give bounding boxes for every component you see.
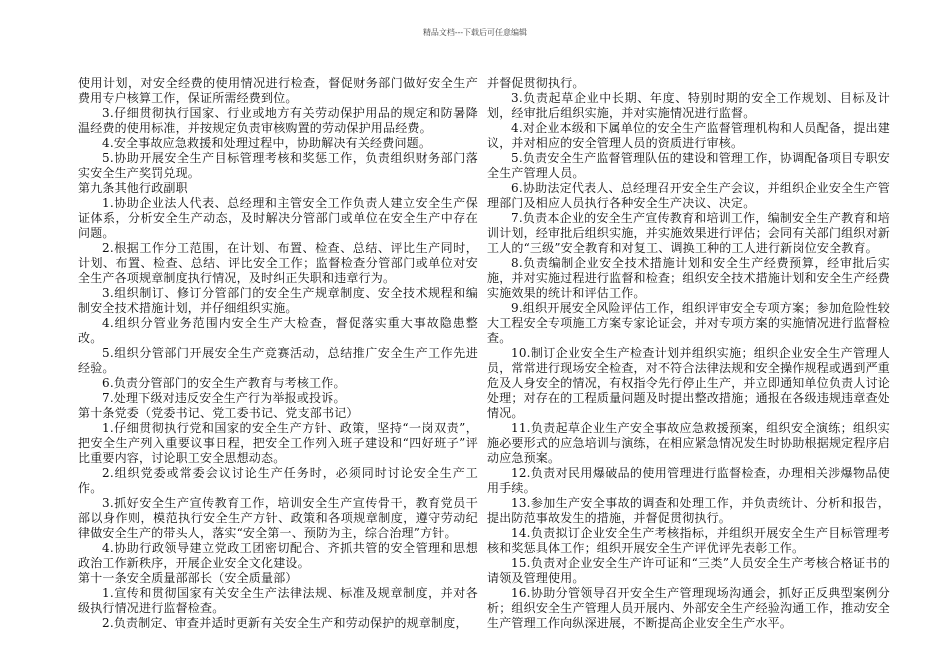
paragraph: 4.协助行政领导建立党政工团密切配合、齐抓共管的安全管理和思想政治工作新秩序，开展企业安全文化建设。 — [78, 541, 478, 570]
paragraph: 2.负责制定、审查并适时更新有关安全生产和劳动保护的规章制度， — [102, 616, 468, 630]
paragraph: 3.负责起草企业中长期、年度、特别时期的安全工作规划、目标及计划，经审批后组织实施，并对实施情况进行监督。 — [487, 91, 890, 120]
left-column — [78, 76, 478, 631]
paragraph: 16.协助分管领导召开安全生产管理现场沟通会，抓好正反典型案例分析；组织安全生产管理人员开展内、外部安全生产经验沟通工作，推动安全生产管理工作向纵深进展，不断提高企业安全生产水平。 — [487, 586, 890, 630]
paragraph: 5.协助开展安全生产目标管理考核和奖惩工作，负责组织财务部门落实安全生产奖罚兑现。 — [78, 151, 478, 180]
paragraph: 6.负责分管部门的安全生产教育与考核工作。 — [102, 376, 346, 390]
paragraph: 14.负责拟订企业安全生产考核指标，并组织开展安全生产目标管理考核和奖惩具体工作；组织开展安全生产评优评先表彰工作。 — [487, 526, 890, 555]
right-column — [487, 76, 890, 631]
paragraph: 6.协助法定代表人、总经理召开安全生产会议，并组织企业安全生产管理部门及相应人员执行各种安全生产决议、决定。 — [487, 181, 890, 210]
paragraph: 2.组织党委或常委会议讨论生产任务时，必须同时讨论安全生产工作。 — [78, 466, 478, 495]
paragraph: 5.组织分管部门开展安全生产竞赛活动，总结推广安全生产工作先进经验。 — [78, 346, 478, 375]
paragraph: 10.制订企业安全生产检查计划并组织实施；组织企业安全生产管理人员，常常进行现场安全检查，对不符合法律法规和安全操作规程或遇到严重危及人身安全的情况，有权指令先行停止生产，并立即通知单位负责人讨论处理；对存在的工程质量问题及时提出整改措施；通报在各级违规违章查处情况。 — [487, 346, 890, 420]
paragraph: 15.负责对企业安全生产许可证和“三类”人员安全生产考核合格证书的请领及管理使用。 — [487, 556, 890, 585]
paragraph: 3.抓好安全生产宣传教育工作，培训安全生产宣传骨干，教育党员干部以身作则，模范执行安全生产方针、政策和各项规章制度，遵守劳动纪律做安全生产的带头人，落实“安全第一、预防为主，综合治理”方针。 — [78, 496, 478, 540]
paragraph: 1.宣传和贯彻国家有关安全生产法律法规、标准及规章制度，并对各级执行情况进行监督检查。 — [78, 586, 478, 615]
paragraph: 1.协助企业法人代表、总经理和主管安全工作负责人建立安全生产保证体系，分析安全生产动态，及时解决分管部门或单位在安全生产中存在问题。 — [78, 196, 478, 240]
paragraph: 11.负责起草企业生产安全事故应急救援预案，组织安全演练；组织实施必要形式的应急培训与演练，在相应紧急情况发生时协助根据规定程序启动应急预案。 — [487, 421, 890, 465]
paragraph: 2.根据工作分工范围，在计划、布置、检查、总结、评比生产同时，计划、布置、检查、总结、评比安全工作；监督检查分管部门或单位对安全生产各项规章制度执行情况，及时纠正失职和违章行为。 — [78, 241, 478, 285]
paragraph: 4.对企业本级和下属单位的安全生产监督管理机构和人员配备，提出建议，并对相应的安全管理人员的资质进行审核。 — [487, 121, 890, 150]
page-header: 精品文档---下载后可任意编辑 — [422, 28, 528, 37]
paragraph: 使用计划，对安全经费的使用情况进行检查，督促财务部门做好安全生产费用专户核算工作，保证所需经费到位。 — [78, 76, 478, 105]
paragraph: 3.仔细贯彻执行国家、行业或地方有关劳动保护用品的规定和防暑降温经费的使用标准，并按规定负责审核购置的劳动保护用品经费。 — [78, 106, 478, 135]
paragraph: 3.组织制订、修订分管部门的安全生产规章制度、安全技术规程和编制安全技术措施计划，并仔细组织实施。 — [78, 286, 478, 315]
paragraph: 4.安全事故应急救援和处理过程中，协助解决有关经费问题。 — [102, 136, 432, 150]
paragraph: 1.仔细贯彻执行党和国家的安全生产方针、政策，坚持“一岗双责”，把安全生产列入重要议事日程，把安全工作列入班子建设和“四好班子”评比重要内容，讨论职工安全思想动态。 — [78, 421, 478, 465]
paragraph: 13.参加生产安全事故的调查和处理工作，并负责统计、分析和报告，提出防范事故发生的措施，并督促贯彻执行。 — [487, 496, 890, 525]
paragraph: 7.负责本企业的安全生产宣传教育和培训工作，编制安全生产教育和培训计划，经审批后组织实施，并实施效果进行评估；会同有关部门组织对新工人的“三级”安全教育和对复工、调换工种的工人进行新岗位安全教育。 — [487, 211, 890, 255]
paragraph: 5.负责安全生产监督管理队伍的建设和管理工作，协调配备项目专职安全生产管理人员。 — [487, 151, 890, 180]
paragraph: 12.负责对民用爆破品的使用管理进行监督检查，办理相关涉爆物品使用手续。 — [487, 466, 890, 495]
paragraph: 8.负责编制企业安全技术措施计划和安全生产经费预算，经审批后实施，并对实施过程进行监督和检查；组织安全技术措施计划和安全生产经费实施效果的统计和评估工作。 — [487, 256, 890, 300]
section-heading: 第九条其他行政副职 — [78, 181, 188, 195]
paragraph: 并督促贯彻执行。 — [487, 76, 585, 90]
paragraph: 4.组织分管业务范围内安全生产大检查，督促落实重大事故隐患整改。 — [78, 316, 478, 345]
paragraph: 7.处理下级对违反安全生产行为举报或投诉。 — [102, 391, 346, 405]
section-heading: 第十条党委（党委书记、党工委书记、党支部书记） — [78, 406, 359, 420]
section-heading: 第十一条安全质量部部长（安全质量部） — [78, 571, 298, 585]
paragraph: 9.组织开展安全风险评估工作，组织评审安全专项方案；参加危险性较大工程安全专项施工方案专家论证会，并对专项方案的实施情况进行监督检查。 — [487, 301, 890, 345]
